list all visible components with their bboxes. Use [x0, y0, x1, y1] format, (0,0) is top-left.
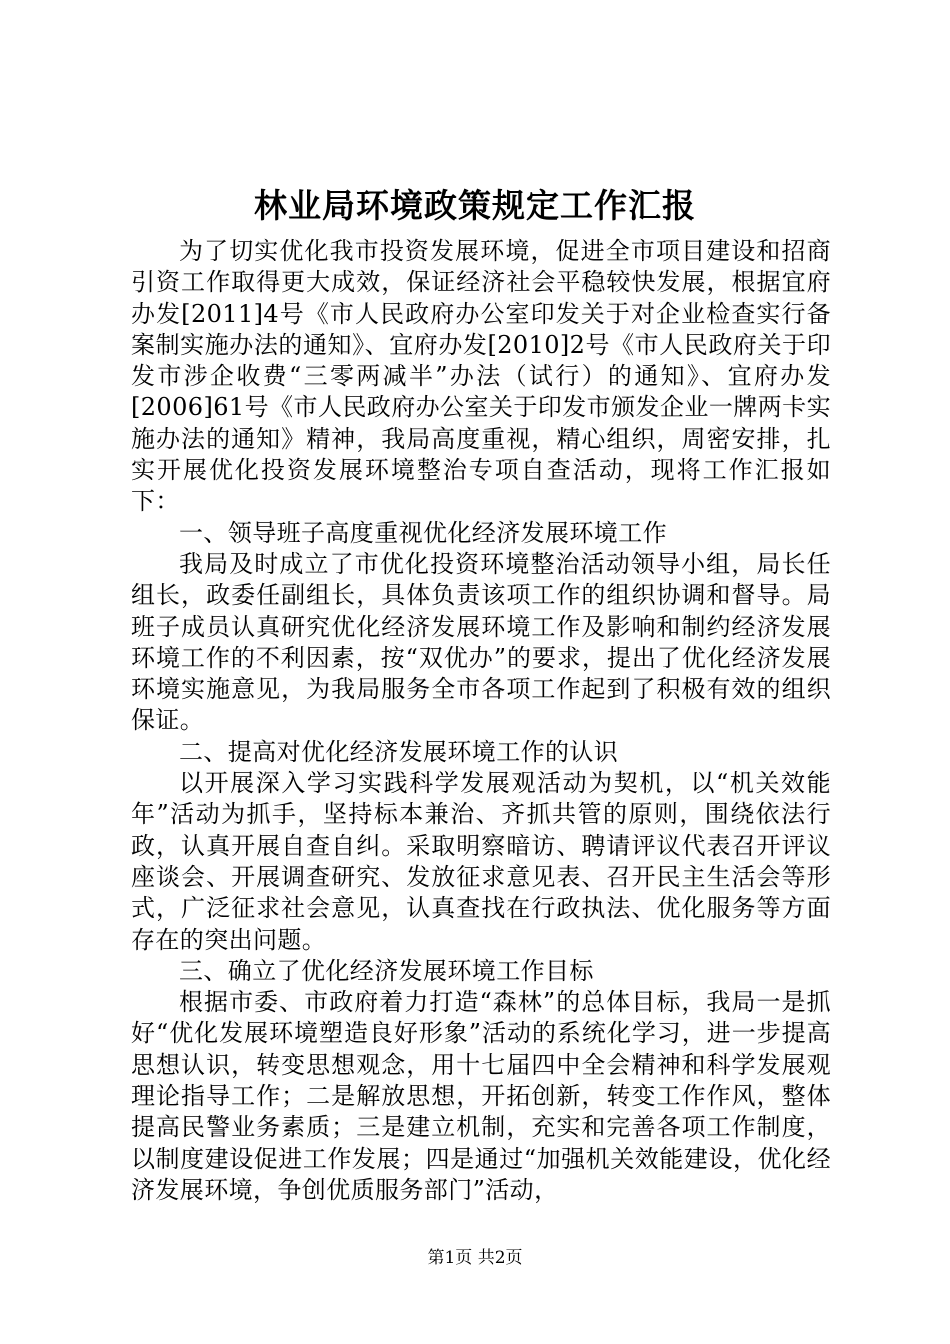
document-body — [131, 236, 831, 1206]
document-title: 林业局环境政策规定工作汇报 — [254, 186, 696, 225]
section-heading-2: 二、提高对优化经济发展环境工作的认识 — [179, 737, 619, 766]
page-number-footer: 第1页 共2页 — [427, 1248, 523, 1268]
paragraph-section-2: 以开展深入学习实践科学发展观活动为契机，以“机关效能年”活动为抓手，坚持标本兼治、齐抓共管的原则，围绕依法行政，认真开展自查自纠。采取明察暗访、聘请评议代表召开评议座谈会、开展调查研究、发放征求意见表、召开民主生活会等形式，广泛征求社会意见，认真查找在行政执法、优化服务等方面存在的突出问题。 — [131, 769, 831, 954]
section-heading-1: 一、领导班子高度重视优化经济发展环境工作 — [179, 518, 667, 547]
section-heading-3: 三、确立了优化经济发展环境工作目标 — [179, 956, 594, 985]
paragraph-section-1: 我局及时成立了市优化投资环境整治活动领导小组，局长任组长，政委任副组长，具体负责该项工作的组织协调和督导。局班子成员认真研究优化经济发展环境工作及影响和制约经济发展环境工作的不利因素，按“双优办”的要求，提出了优化经济发展环境实施意见，为我局服务全市各项工作起到了积极有效的组织保证。 — [131, 549, 831, 735]
paragraph-intro: 为了切实优化我市投资发展环境，促进全市项目建设和招商引资工作取得更大成效，保证经济社会平稳较快发展，根据宜府办发[2011]4号《市人民政府办公室印发关于对企业检查实行备案制实施办法的通知》、宜府办发[2010]2号《市人民政府关于印发市涉企收费“三零两减半”办法（试行）的通知》、宜府办发[2006]61号《市人民政府办公室关于印发市颁发企业一牌两卡实施办法的通知》精神，我局高度重视，精心组织，周密安排，扎实开展优化投资发展环境整治专项自查活动，现将工作汇报如下： — [131, 237, 831, 516]
paragraph-section-3: 根据市委、市政府着力打造“森林”的总体目标，我局一是抓好“优化发展环境塑造良好形象”活动的系统化学习，进一步提高思想认识，转变思想观念，用十七届四中全会精神和科学发展观理论指导工作；二是解放思想，开拓创新，转变工作作风，整体提高民警业务素质；三是建立机制，充实和完善各项工作制度，以制度建设促进工作发展；四是通过“加强机关效能建设，优化经济发展环境，争创优质服务部门”活动， — [131, 988, 831, 1204]
